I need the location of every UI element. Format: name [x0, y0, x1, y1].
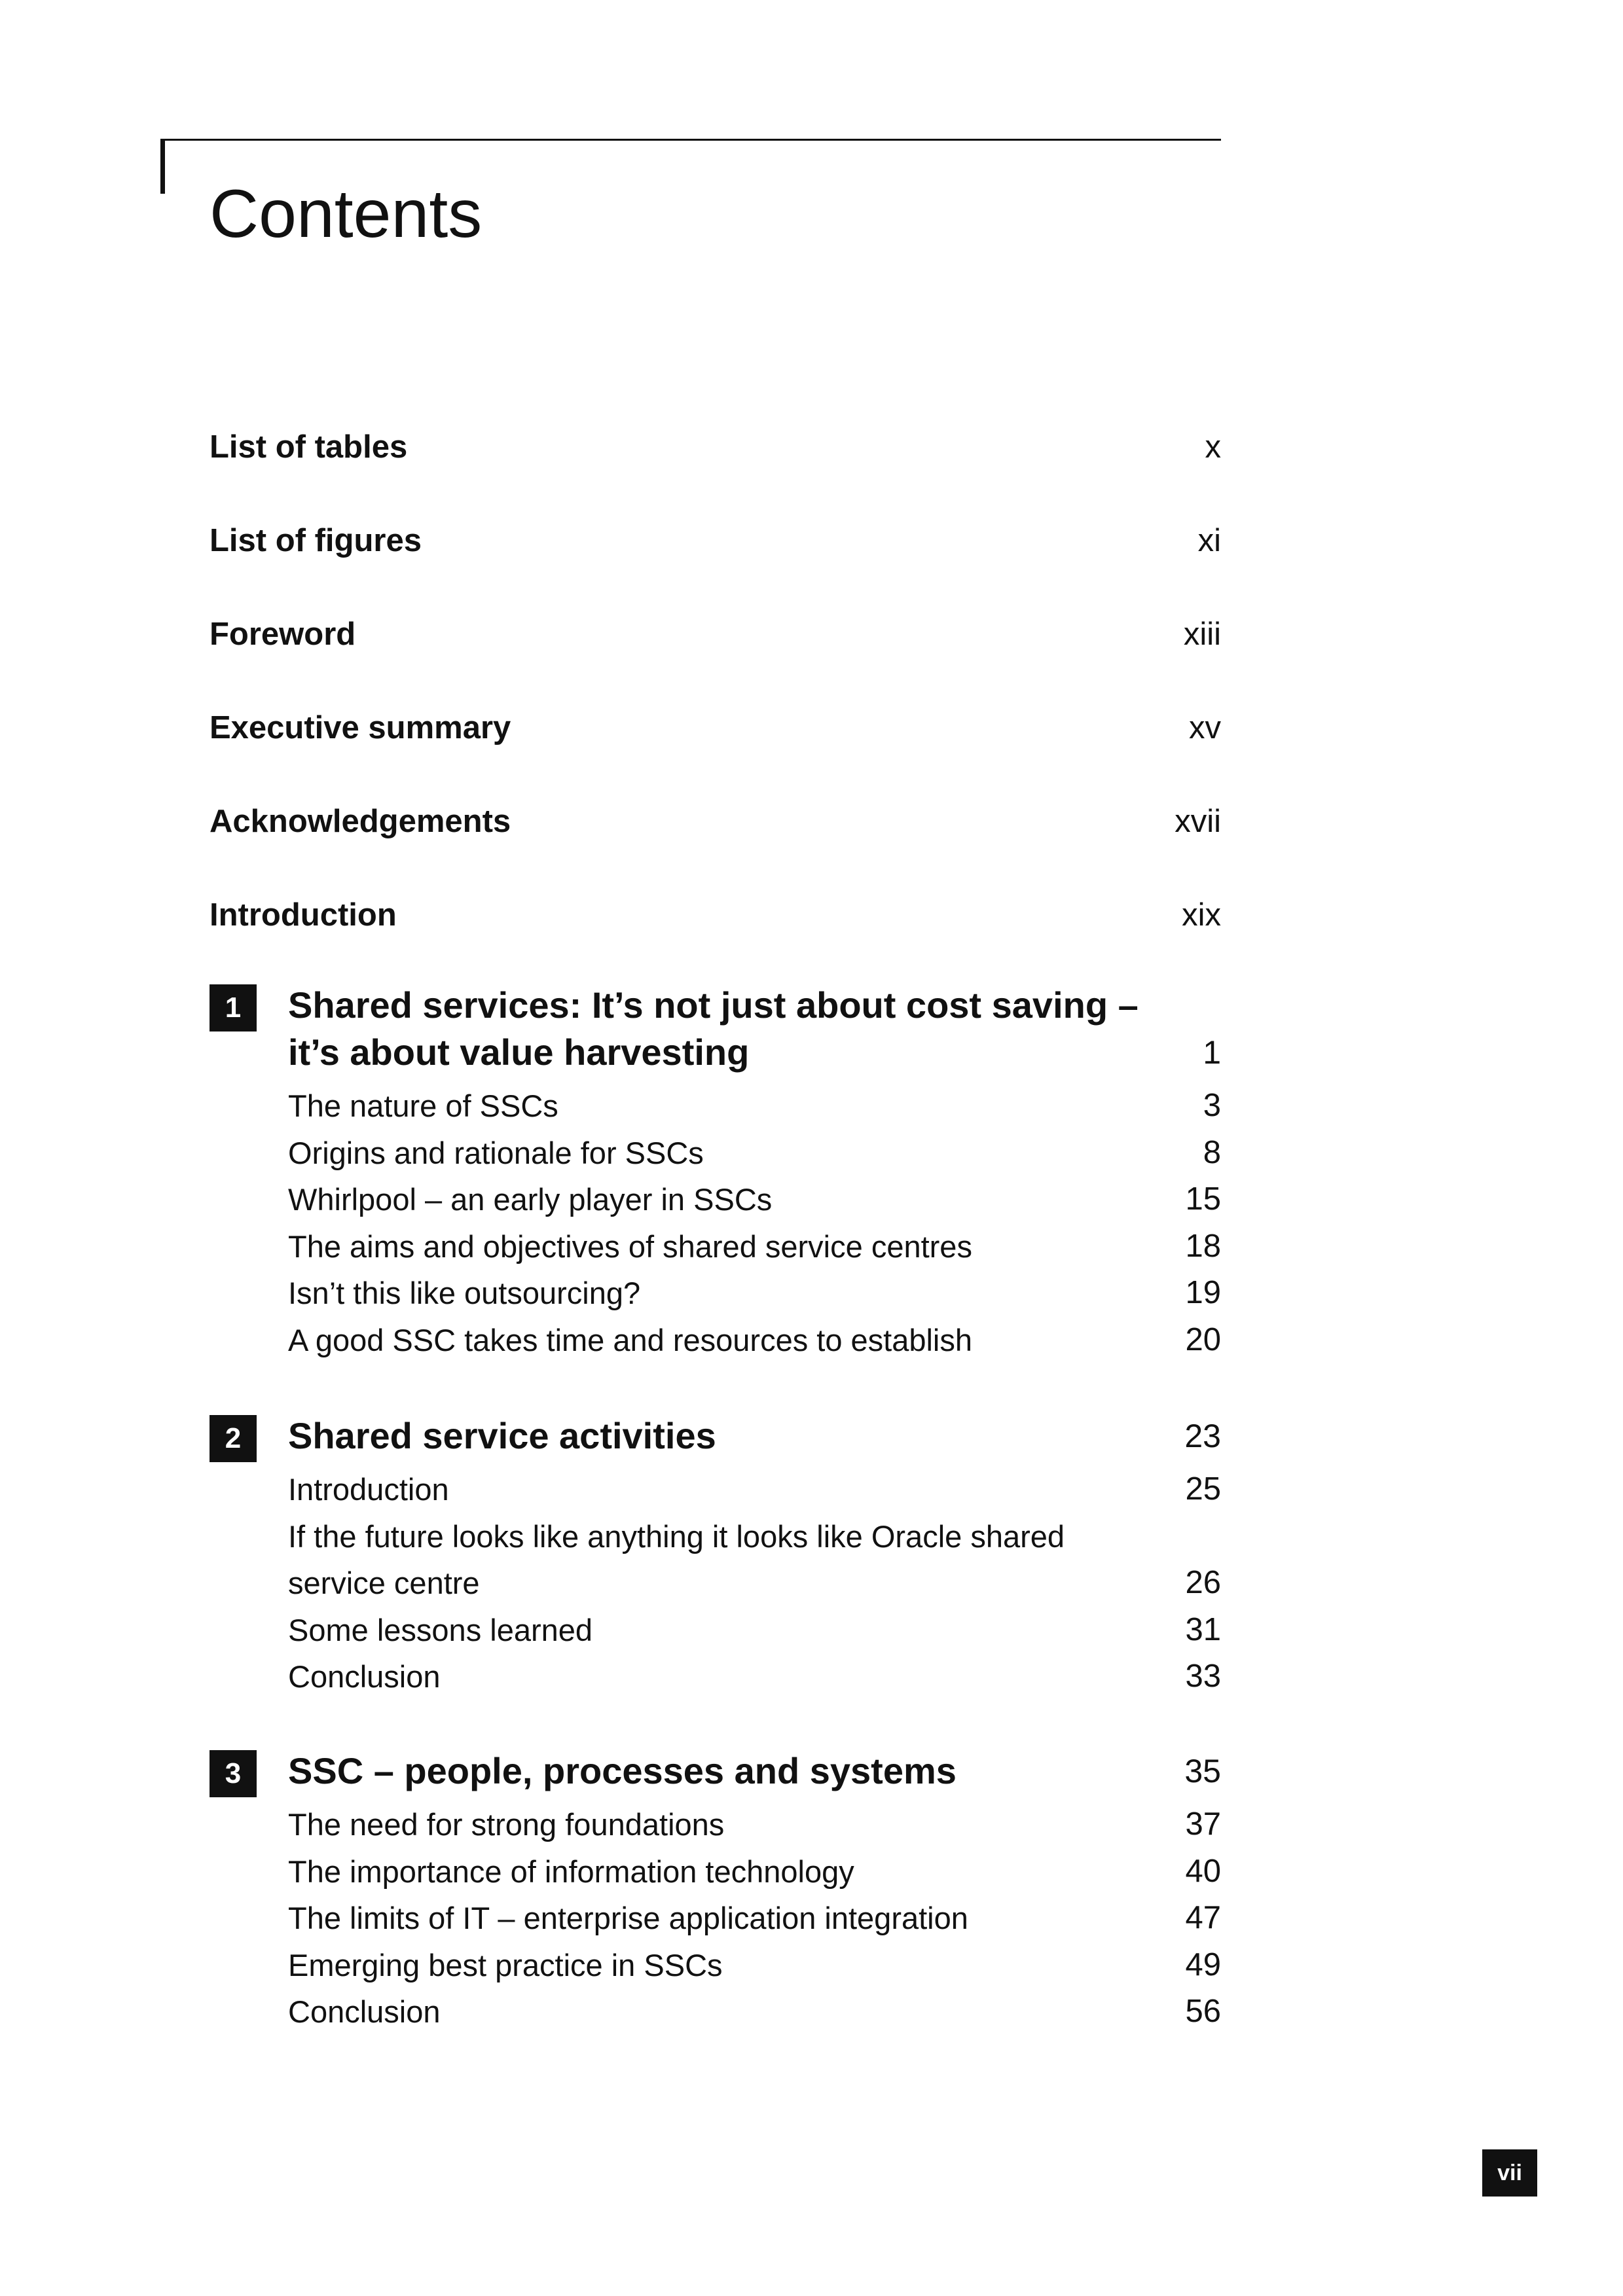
chapter-title: SSC – people, processes and systems	[288, 1750, 957, 1791]
toc-entry-page: xvii	[1175, 804, 1221, 839]
section-entry[interactable]	[288, 1895, 1221, 1942]
section-page: 40	[1185, 1853, 1221, 1889]
top-rule	[160, 139, 1221, 141]
page-title: Contents	[210, 176, 483, 252]
section-title: Some lessons learned	[288, 1612, 593, 1647]
chapter-title: Shared services: It’s not just about cost saving – it’s about value harvesting	[288, 984, 1139, 1073]
chapter-1	[210, 982, 1221, 1363]
chapter-3	[210, 1748, 1221, 2036]
section-page: 18	[1185, 1228, 1221, 1264]
toc-entry[interactable]	[210, 429, 1221, 522]
toc-entry-page: xv	[1189, 710, 1221, 745]
section-entry[interactable]	[288, 1083, 1221, 1130]
section-page: 49	[1185, 1946, 1221, 1982]
section-title: The need for strong foundations	[288, 1807, 725, 1842]
toc-entry[interactable]	[210, 803, 1221, 897]
toc-entry-title: Executive summary	[210, 710, 511, 745]
chapter-heading[interactable]	[288, 1412, 1221, 1460]
section-entry[interactable]	[288, 1223, 1221, 1270]
section-page: 15	[1185, 1181, 1221, 1217]
section-title: The nature of SSCs	[288, 1088, 558, 1123]
toc-entry-page: xi	[1197, 523, 1221, 558]
section-title: Isn’t this like outsourcing?	[288, 1276, 641, 1310]
section-title: Conclusion	[288, 1659, 441, 1694]
chapter-title: Shared service activities	[288, 1415, 716, 1456]
section-title: Origins and rationale for SSCs	[288, 1135, 704, 1170]
chapter-heading[interactable]	[288, 1748, 1221, 1795]
toc-entry-title: Introduction	[210, 897, 397, 933]
toc-entry[interactable]	[210, 709, 1221, 803]
chapter-heading[interactable]	[288, 982, 1221, 1076]
section-entry[interactable]	[288, 1848, 1221, 1895]
chapter-body	[288, 982, 1221, 1363]
section-title: Emerging best practice in SSCs	[288, 1947, 723, 1982]
corner-mark	[160, 139, 165, 194]
section-title: Conclusion	[288, 1994, 441, 2029]
section-page: 31	[1185, 1611, 1221, 1647]
section-page: 33	[1185, 1659, 1221, 1694]
section-title: Introduction	[288, 1472, 449, 1507]
section-page: 56	[1185, 1994, 1221, 2029]
section-title: The limits of IT – enterprise application integration	[288, 1901, 968, 1935]
page-number-badge: vii	[1482, 2149, 1537, 2197]
toc-entry-title: List of figures	[210, 523, 422, 558]
section-entry[interactable]	[288, 1466, 1221, 1513]
toc-entry-page: xix	[1182, 897, 1221, 933]
section-entry[interactable]	[288, 1317, 1221, 1364]
section-entry[interactable]	[288, 1270, 1221, 1317]
section-entry[interactable]	[288, 1607, 1221, 1654]
section-page: 47	[1185, 1900, 1221, 1935]
section-title: The importance of information technology	[288, 1854, 854, 1889]
toc-entry-title: Acknowledgements	[210, 804, 511, 839]
chapter-2	[210, 1412, 1221, 1700]
section-title: If the future looks like anything it looks like Oracle shared service centre	[288, 1518, 1065, 1600]
section-title: A good SSC takes time and resources to establish	[288, 1322, 973, 1357]
chapter-number-badge: 2	[210, 1415, 257, 1462]
toc-entry-page: x	[1205, 429, 1221, 465]
section-entry[interactable]	[288, 1130, 1221, 1177]
section-page: 37	[1185, 1806, 1221, 1842]
section-entry[interactable]	[288, 1988, 1221, 2036]
section-entry[interactable]	[288, 1942, 1221, 1989]
section-entry[interactable]	[288, 1513, 1221, 1607]
chapter-body	[288, 1748, 1221, 2036]
prelims-list	[210, 429, 1221, 990]
chapter-number-badge: 1	[210, 984, 257, 1031]
section-page: 20	[1185, 1321, 1221, 1357]
chapter-number-badge: 3	[210, 1750, 257, 1797]
chapter-body	[288, 1412, 1221, 1700]
toc-entry-title: List of tables	[210, 429, 408, 465]
section-page: 3	[1203, 1088, 1221, 1123]
toc-entry-page: xiii	[1183, 617, 1221, 652]
section-page: 8	[1203, 1134, 1221, 1170]
section-title: The aims and objectives of shared service centres	[288, 1229, 972, 1264]
section-page: 26	[1185, 1565, 1221, 1600]
section-entry[interactable]	[288, 1801, 1221, 1848]
section-entry[interactable]	[288, 1653, 1221, 1700]
chapter-page: 23	[1184, 1418, 1221, 1454]
chapter-page: 1	[1203, 1034, 1221, 1071]
chapter-page: 35	[1184, 1753, 1221, 1789]
toc-entry[interactable]	[210, 616, 1221, 709]
section-title: Whirlpool – an early player in SSCs	[288, 1182, 773, 1217]
section-page: 19	[1185, 1275, 1221, 1310]
section-entry[interactable]	[288, 1176, 1221, 1223]
section-page: 25	[1185, 1471, 1221, 1507]
toc-entry[interactable]	[210, 897, 1221, 990]
toc-entry-title: Foreword	[210, 617, 356, 652]
toc-entry[interactable]	[210, 522, 1221, 616]
